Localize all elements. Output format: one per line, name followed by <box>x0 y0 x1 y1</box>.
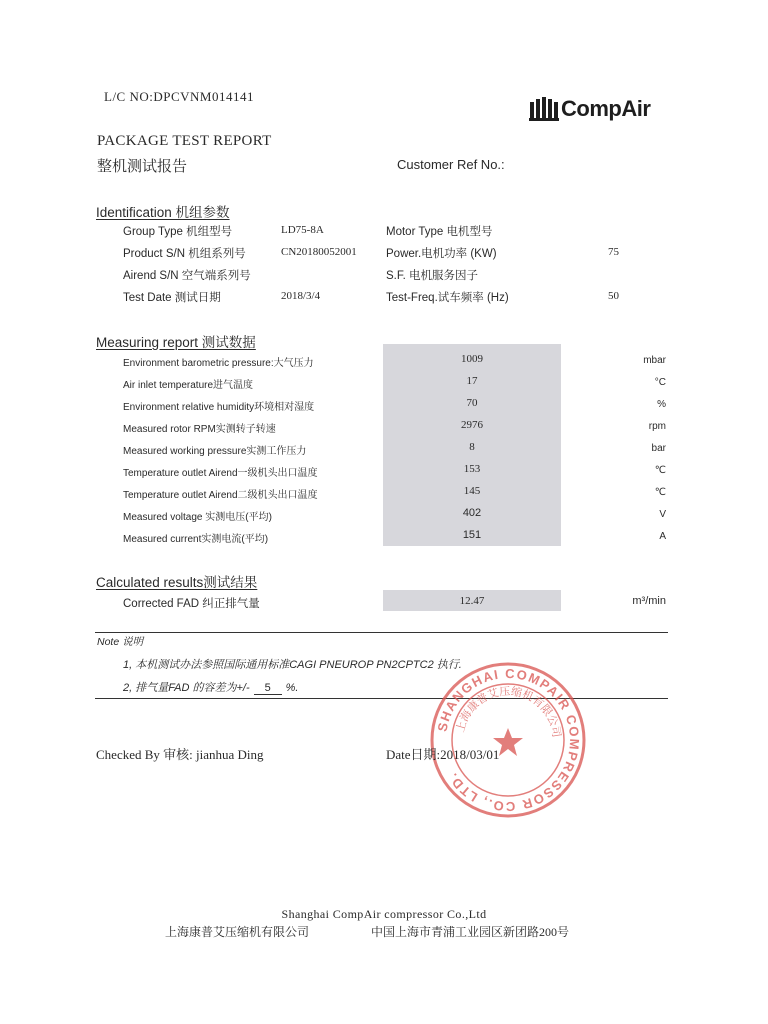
measure-label: Measured working pressure实测工作压力 <box>123 446 307 457</box>
compair-logo-icon <box>529 96 559 122</box>
measure-unit: ℃ <box>654 465 666 476</box>
measure-unit: rpm <box>648 421 666 432</box>
footer-company-zh: 上海康普艾压缩机有限公司 <box>165 925 310 939</box>
calculated-heading: Calculated results测试结果 <box>96 575 258 590</box>
power-label: Power.电机功率 (KW) <box>386 248 497 260</box>
company-seal-stamp <box>428 660 588 820</box>
tolerance-value: 5 <box>254 682 282 695</box>
measure-value: 402 <box>462 507 482 519</box>
group-type-label: Group Type 机组型号 <box>123 226 233 238</box>
motor-type-label: Motor Type 电机型号 <box>386 226 493 238</box>
note-line-2 <box>123 679 298 695</box>
power-value: 75 <box>608 246 619 258</box>
note-line-2-prefix: 2, 排气量FAD 的容差为+/- <box>123 682 250 694</box>
measure-label: Measured voltage 实测电压(平均) <box>123 512 272 523</box>
corrected-fad-value: 12.47 <box>459 595 485 607</box>
divider <box>95 632 668 633</box>
note-line-1: 1, 本机测试办法参照国际通用标准CAGI PNEUROP PN2CPTC2 执行. <box>123 659 462 671</box>
identification-heading: Identification 机组参数 <box>96 205 230 220</box>
note-line-2-suffix: %. <box>285 682 299 694</box>
measure-label: Measured current实测电流(平均) <box>123 534 269 545</box>
test-date-label: Test Date 测试日期 <box>123 292 221 304</box>
measure-unit: % <box>657 399 666 410</box>
note-label: Note 说明 <box>97 636 144 648</box>
measure-label: Temperature outlet Airend二级机头出口温度 <box>123 490 318 501</box>
airend-sn-label: Airend S/N 空气端系列号 <box>123 270 251 282</box>
test-date-value: 2018/3/4 <box>281 290 321 302</box>
measure-value: 1009 <box>461 353 483 365</box>
corrected-fad-unit: m³/min <box>632 595 666 607</box>
measure-unit: mbar <box>643 355 666 366</box>
measure-unit: A <box>659 531 666 542</box>
measure-unit: °C <box>654 377 666 388</box>
measuring-heading: Measuring report 测试数据 <box>96 335 256 350</box>
measure-label: Temperature outlet Airend一级机头出口温度 <box>123 468 318 479</box>
footer-company-en: Shanghai CompAir compressor Co.,Ltd <box>281 907 487 921</box>
logo-text: CompAir <box>561 96 651 121</box>
footer-address-zh: 中国上海市青浦工业园区新团路200号 <box>371 925 570 939</box>
measure-value: 2976 <box>461 419 483 431</box>
checked-by: Checked By 审核: jianhua Ding <box>96 747 264 762</box>
lc-number: L/C NO:DPCVNM014141 <box>104 89 254 104</box>
measure-value: 151 <box>462 529 482 541</box>
customer-ref-label: Customer Ref No.: <box>397 157 505 172</box>
product-sn-label: Product S/N 机组系列号 <box>123 248 246 260</box>
measure-value: 145 <box>463 485 481 497</box>
corrected-fad-label: Corrected FAD 纠正排气量 <box>123 598 260 610</box>
report-date: Date日期:2018/03/01 <box>386 747 500 762</box>
measure-unit: V <box>659 509 666 520</box>
measure-unit: bar <box>651 443 666 454</box>
measure-value: 70 <box>466 397 478 409</box>
measure-label: Environment relative humidity环境相对湿度 <box>123 402 315 413</box>
measure-value: 153 <box>463 463 481 475</box>
test-freq-label: Test-Freq.试车频率 (Hz) <box>386 292 509 304</box>
measure-value: 17 <box>466 375 478 387</box>
compair-logo <box>529 96 650 122</box>
svg-text:上海康普艾压缩机有限公司: 上海康普艾压缩机有限公司 <box>453 684 564 739</box>
report-title-zh: 整机测试报告 <box>97 159 188 175</box>
service-factor-label: S.F. 电机服务因子 <box>386 270 479 282</box>
report-title-en: PACKAGE TEST REPORT <box>97 133 272 149</box>
group-type-value: LD75-8A <box>281 224 324 236</box>
svg-text:SHANGHAI COMPAIR COMPRESSOR CO: SHANGHAI COMPAIR COMPRESSOR CO., LTD. <box>434 665 583 815</box>
product-sn-value: CN20180052001 <box>281 246 357 258</box>
measure-label: Measured rotor RPM实测转子转速 <box>123 424 276 435</box>
test-freq-value: 50 <box>608 290 619 302</box>
measure-label: Air inlet temperature进气温度 <box>123 380 254 391</box>
measure-label: Environment barometric pressure:大气压力 <box>123 358 314 369</box>
measure-unit: ℃ <box>654 487 666 498</box>
measure-value: 8 <box>469 441 475 453</box>
